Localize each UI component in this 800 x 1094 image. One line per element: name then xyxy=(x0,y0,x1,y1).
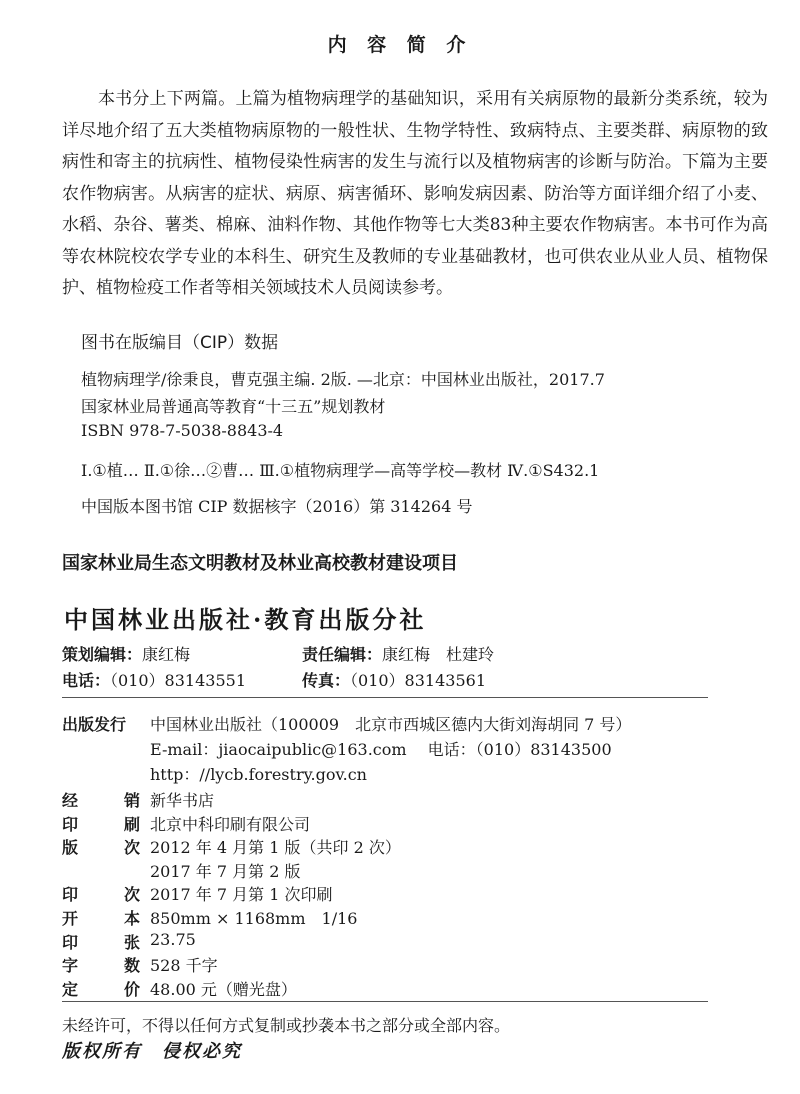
publisher-name: 中国林业出版社·教育出版分社 xyxy=(64,605,427,634)
detail-label xyxy=(62,882,140,905)
cip-line-record: 中国版本图书馆 CIP 数据核字（2016）第 314264 号 xyxy=(81,497,473,516)
detail-value: 2012 年 4 月第 1 版（共印 2 次） xyxy=(150,838,401,857)
responsible-editor xyxy=(302,642,494,665)
divider-top xyxy=(62,697,708,698)
detail-value: 850mm × 1168mm 1/16 xyxy=(150,909,358,928)
cip-line-title: 植物病理学/徐秉良，曹克强主编. 2版. —北京：中国林业出版社，2017.7 xyxy=(81,370,605,389)
planning-editor-value: 康红梅 xyxy=(142,645,191,664)
detail-label-char: 印 xyxy=(62,815,79,834)
copyright-notice: 未经许可，不得以任何方式复制或抄袭本书之部分或全部内容。 xyxy=(62,1016,511,1035)
rights-reserved: 版权所有 侵权必究 xyxy=(62,1041,242,1062)
publication-website: http：//lycb.forestry.gov.cn xyxy=(150,765,367,784)
detail-value: 48.00 元（赠光盘） xyxy=(150,980,297,999)
editor-phone-label: 电话： xyxy=(62,671,111,690)
editor-phone-value: （010）83143551 xyxy=(110,671,246,690)
detail-value: 2017 年 7 月第 1 次印刷 xyxy=(150,885,333,904)
planning-editor-label: 策划编辑： xyxy=(62,645,143,664)
responsible-editor-value: 康红梅 杜建玲 xyxy=(382,645,495,664)
publication-label: 出版发行 xyxy=(62,715,127,734)
editor-fax-label: 传真： xyxy=(302,671,351,690)
detail-label-char: 次 xyxy=(123,885,140,904)
editor-fax-value: （010）83143561 xyxy=(350,671,486,690)
detail-value: 528 千字 xyxy=(150,956,218,975)
detail-label-char: 定 xyxy=(62,980,79,999)
summary-text: 本书分上下两篇。上篇为植物病理学的基础知识，采用有关病原物的最新分类系统，较为详尽地介绍了五大类植物病原物的一般性状、生物学特性、致病特点、主要类群、病原物的致病性和寄主的抗病性、植物侵染性病害的发生与流行以及植物病害的诊断与防治。下篇为主要农作物病害。从病害的症状、病原、病害循环、影响发病因素、防治等方面详细介绍了小麦、水稻、杂谷、薯类、棉麻、油料作物、其他作物等七大类83种主要农作物病害。本书可作为高等农林院校农学专业的本科生、研究生及教师的专业基础教材，也可供农业从业人员、植物保护、植物检疫工作者等相关领域技术人员阅读参考。 xyxy=(62,89,768,298)
detail-label-char: 价 xyxy=(123,980,140,999)
detail-label-char: 版 xyxy=(62,838,79,857)
detail-label-char: 张 xyxy=(123,933,140,952)
detail-value: 23.75 xyxy=(150,930,196,949)
detail-label-char: 刷 xyxy=(123,815,140,834)
detail-label xyxy=(62,953,140,976)
divider-bottom xyxy=(62,1001,708,1002)
planning-editor xyxy=(62,642,190,665)
publication-address: 中国林业出版社（100009 北京市西城区德内大街刘海胡同 7 号） xyxy=(150,715,632,734)
detail-label-char: 数 xyxy=(123,956,140,975)
project-title: 国家林业局生态文明教材及林业高校教材建设项目 xyxy=(62,553,458,574)
detail-label xyxy=(62,788,140,811)
publication-contact: E-mail：jiaocaipublic@163.com 电话：（010）83143500 xyxy=(150,740,612,759)
editor-fax xyxy=(302,668,486,691)
editor-phone xyxy=(62,668,246,691)
detail-label-char: 销 xyxy=(123,791,140,810)
detail-label xyxy=(62,812,140,835)
page-title: 内 容 简 介 xyxy=(327,34,473,56)
detail-label-char: 印 xyxy=(62,933,79,952)
detail-value: 新华书店 xyxy=(150,791,215,810)
detail-label-char: 字 xyxy=(62,956,79,975)
detail-label-char: 开 xyxy=(62,909,79,928)
detail-value: 2017 年 7 月第 2 版 xyxy=(150,862,301,881)
cip-heading: 图书在版编目（CIP）数据 xyxy=(81,333,279,353)
detail-label xyxy=(62,977,140,1000)
detail-label-char: 经 xyxy=(62,791,79,810)
detail-label xyxy=(62,835,140,858)
detail-label-char: 印 xyxy=(62,885,79,904)
cip-line-series: 国家林业局普通高等教育“十三五”规划教材 xyxy=(81,397,386,416)
detail-label xyxy=(62,906,140,929)
cip-line-classification: Ⅰ.①植… Ⅱ.①徐…②曹… Ⅲ.①植物病理学—高等学校—教材 Ⅳ.①S432.1 xyxy=(81,461,600,480)
summary-paragraph xyxy=(62,84,768,305)
detail-label-char: 次 xyxy=(123,838,140,857)
detail-label-char: 本 xyxy=(123,909,140,928)
detail-label xyxy=(62,930,140,953)
detail-value: 北京中科印刷有限公司 xyxy=(150,815,311,834)
cip-line-isbn: ISBN 978-7-5038-8843-4 xyxy=(81,421,284,440)
responsible-editor-label: 责任编辑： xyxy=(302,645,383,664)
